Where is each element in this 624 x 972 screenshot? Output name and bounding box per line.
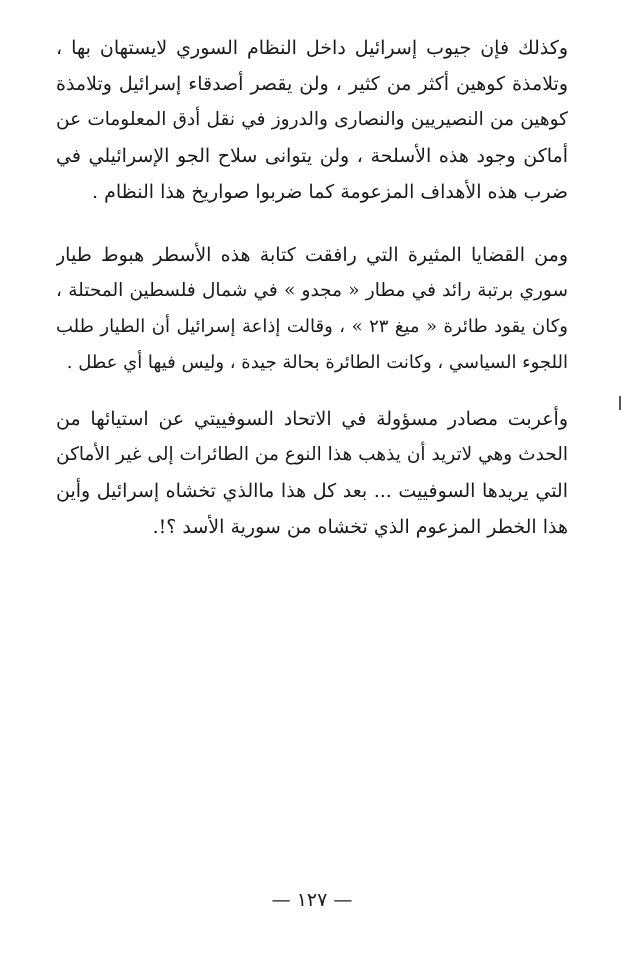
scan-edge-mark — [619, 396, 621, 410]
text-line: وتلامذة كوهين أكثر من كثير ، ولن يقصر أصدقاء إسرائيل وتلامذة — [56, 73, 568, 95]
text-line: أماكن وجود هذه الأسلحة ، ولن يتوانى سلاح الجو الإسرائيلي في — [56, 145, 568, 167]
page-number: — ١٢٧ — — [271, 889, 353, 911]
paragraph-3 — [56, 401, 568, 545]
paragraph-1 — [56, 30, 568, 210]
text-line: اللجوء السياسي ، وكانت الطائرة بحالة جيدة ، وليس فيها أي عطل . — [66, 352, 568, 373]
text-line: وكان يقود طائرة « ميغ ٢٣ » ، وقالت إذاعة إسرائيل أن الطيار طلب — [56, 316, 568, 337]
paragraph-2 — [56, 237, 568, 381]
text-line: ومن القضايا المثيرة التي رافقت كتابة هذه الأسطر هبوط طيار — [56, 244, 568, 266]
text-line: الحدث وهي لاتريد أن يذهب هذا النوع من الطائرات إلى غير الأماكن — [56, 444, 568, 465]
text-line: كوهين من النصيريين والنصارى والدروز في نقل أدق المعلومات عن — [56, 109, 568, 130]
text-line: وكذلك فإن جيوب إسرائيل داخل النظام السوري لايستهان بها ، — [56, 37, 568, 59]
text-line: ضرب هذه الأهداف المزعومة كما ضربوا صواريخ هذا النظام . — [92, 181, 568, 203]
text-line: التي يريدها السوفييت ... بعد كل هذا ماالذي تخشاه إسرائيل وأين — [56, 480, 568, 502]
text-line: وأعربت مصادر مسؤولة في الاتحاد السوفييتي عن استيائها من — [56, 408, 568, 430]
text-line: هذا الخطر المزعوم الذي تخشاه من سورية الأسد ؟!. — [152, 516, 568, 538]
text-line: سوري برتبة رائد في مطار « مجدو » في شمال فلسطين المحتلة ، — [56, 280, 568, 301]
